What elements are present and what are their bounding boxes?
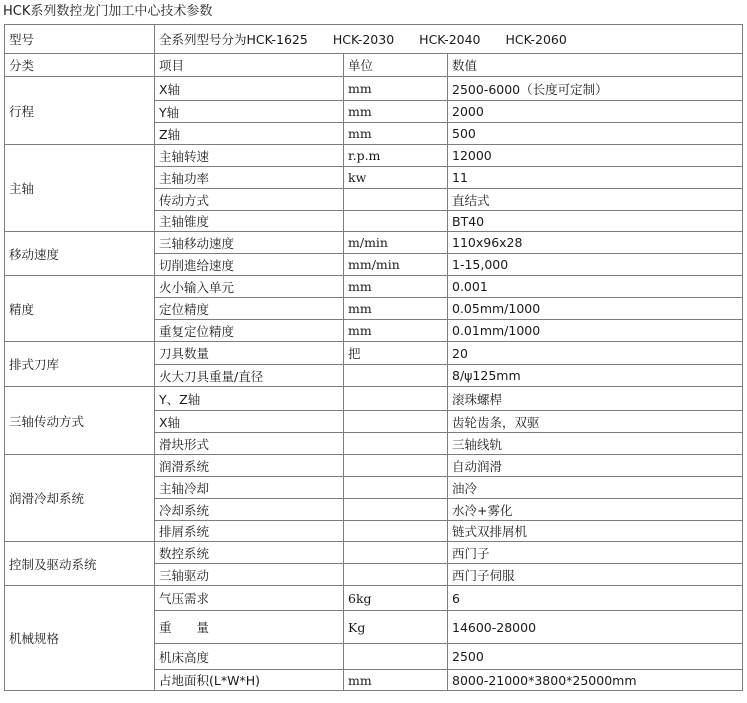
value-cell: 500 (448, 123, 743, 145)
item-cell: 火大刀具重量/直径 (155, 365, 344, 387)
item-cell: 刀具数量 (155, 342, 344, 365)
item-cell: 主轴冷却 (155, 477, 344, 499)
item-cell: 主轴功率 (155, 167, 344, 189)
header-item: 项目 (155, 54, 344, 77)
item-cell: X轴 (155, 411, 344, 433)
value-cell: 齿轮齿条，双驱 (448, 411, 743, 433)
table-row (5, 455, 743, 477)
value-cell: 西门子伺服 (448, 564, 743, 586)
item-cell: 三轴移动速度 (155, 232, 344, 254)
item-cell: 火小输入单元 (155, 276, 344, 298)
value-cell: BT40 (448, 211, 743, 232)
category-cell: 主轴 (5, 145, 155, 232)
category-cell: 润滑冷却系统 (5, 455, 155, 542)
table-row (5, 387, 743, 411)
unit-cell: m/min (344, 232, 448, 254)
item-cell: 主轴转速 (155, 145, 344, 167)
model-label: 型号 (5, 25, 155, 54)
value-cell: 6 (448, 586, 743, 611)
value-cell: 自动润滑 (448, 455, 743, 477)
item-cell: 定位精度 (155, 298, 344, 320)
header-unit: 单位 (344, 54, 448, 77)
value-cell: 0.01mm/1000 (448, 320, 743, 342)
item-cell: 切削進给速度 (155, 254, 344, 276)
value-cell: 链式双排屑机 (448, 521, 743, 542)
item-cell: 传动方式 (155, 189, 344, 211)
unit-cell: Kg (344, 611, 448, 644)
unit-cell: mm/min (344, 254, 448, 276)
value-cell: 110x96x28 (448, 232, 743, 254)
table-row (5, 586, 743, 611)
value-cell: 14600-28000 (448, 611, 743, 644)
value-cell: 2000 (448, 101, 743, 123)
value-cell: 0.001 (448, 276, 743, 298)
value-cell: 直结式 (448, 189, 743, 211)
item-cell: 占地面积(L*W*H) (155, 670, 344, 691)
unit-cell: mm (344, 276, 448, 298)
item-cell: 重复定位精度 (155, 320, 344, 342)
unit-cell (344, 564, 448, 586)
category-cell: 机械规格 (5, 586, 155, 691)
unit-cell (344, 521, 448, 542)
header-row (5, 54, 743, 77)
unit-cell (344, 455, 448, 477)
unit-cell: 6kg (344, 586, 448, 611)
item-cell: 重 量 (155, 611, 344, 644)
unit-cell: mm (344, 670, 448, 691)
unit-cell: r.p.m (344, 145, 448, 167)
item-cell: 滑块形式 (155, 433, 344, 455)
table-row (5, 342, 743, 365)
unit-cell (344, 411, 448, 433)
table-row (5, 77, 743, 101)
item-cell: 三轴驱动 (155, 564, 344, 586)
spec-table (4, 24, 743, 691)
unit-cell (344, 189, 448, 211)
item-cell: X轴 (155, 77, 344, 101)
table-row (5, 542, 743, 564)
value-cell: 12000 (448, 145, 743, 167)
item-cell: Y、Z轴 (155, 387, 344, 411)
unit-cell: mm (344, 298, 448, 320)
category-cell: 三轴传动方式 (5, 387, 155, 455)
unit-cell: mm (344, 101, 448, 123)
item-cell: 机床高度 (155, 644, 344, 670)
value-cell: 滚珠螺桿 (448, 387, 743, 411)
model-row (5, 25, 743, 54)
value-cell: 1-15,000 (448, 254, 743, 276)
value-cell: 水冷+雾化 (448, 499, 743, 521)
unit-cell (344, 499, 448, 521)
unit-cell (344, 433, 448, 455)
category-cell: 移动速度 (5, 232, 155, 276)
item-cell: 排屑系统 (155, 521, 344, 542)
item-cell: Y轴 (155, 101, 344, 123)
unit-cell (344, 644, 448, 670)
value-cell: 2500-6000（长度可定制） (448, 77, 743, 101)
unit-cell (344, 542, 448, 564)
unit-cell (344, 211, 448, 232)
unit-cell: mm (344, 320, 448, 342)
unit-cell: mm (344, 123, 448, 145)
value-cell: 西门子 (448, 542, 743, 564)
value-cell: 0.05mm/1000 (448, 298, 743, 320)
category-cell: 精度 (5, 276, 155, 342)
item-cell: 润滑系统 (155, 455, 344, 477)
value-cell: 油冷 (448, 477, 743, 499)
unit-cell (344, 477, 448, 499)
model-value: 全系列型号分为HCK-1625 HCK-2030 HCK-2040 HCK-2060 (155, 25, 743, 54)
item-cell: 气压需求 (155, 586, 344, 611)
item-cell: 主轴锥度 (155, 211, 344, 232)
category-cell: 行程 (5, 77, 155, 145)
value-cell: 2500 (448, 644, 743, 670)
table-row (5, 276, 743, 298)
table-row (5, 232, 743, 254)
category-cell: 排式刀库 (5, 342, 155, 387)
page-title: HCK系列数控龙门加工中心技术参数 (3, 4, 213, 19)
item-cell: Z轴 (155, 123, 344, 145)
unit-cell: mm (344, 77, 448, 101)
table-row (5, 145, 743, 167)
unit-cell: kw (344, 167, 448, 189)
unit-cell (344, 387, 448, 411)
value-cell: 11 (448, 167, 743, 189)
header-category: 分类 (5, 54, 155, 77)
value-cell: 8/ψ125mm (448, 365, 743, 387)
category-cell: 控制及驱动系统 (5, 542, 155, 586)
header-value: 数值 (448, 54, 743, 77)
value-cell: 8000-21000*3800*25000mm (448, 670, 743, 691)
value-cell: 三轴线轨 (448, 433, 743, 455)
value-cell: 20 (448, 342, 743, 365)
unit-cell: 把 (344, 342, 448, 365)
item-cell: 数控系统 (155, 542, 344, 564)
item-cell: 冷却系统 (155, 499, 344, 521)
unit-cell (344, 365, 448, 387)
